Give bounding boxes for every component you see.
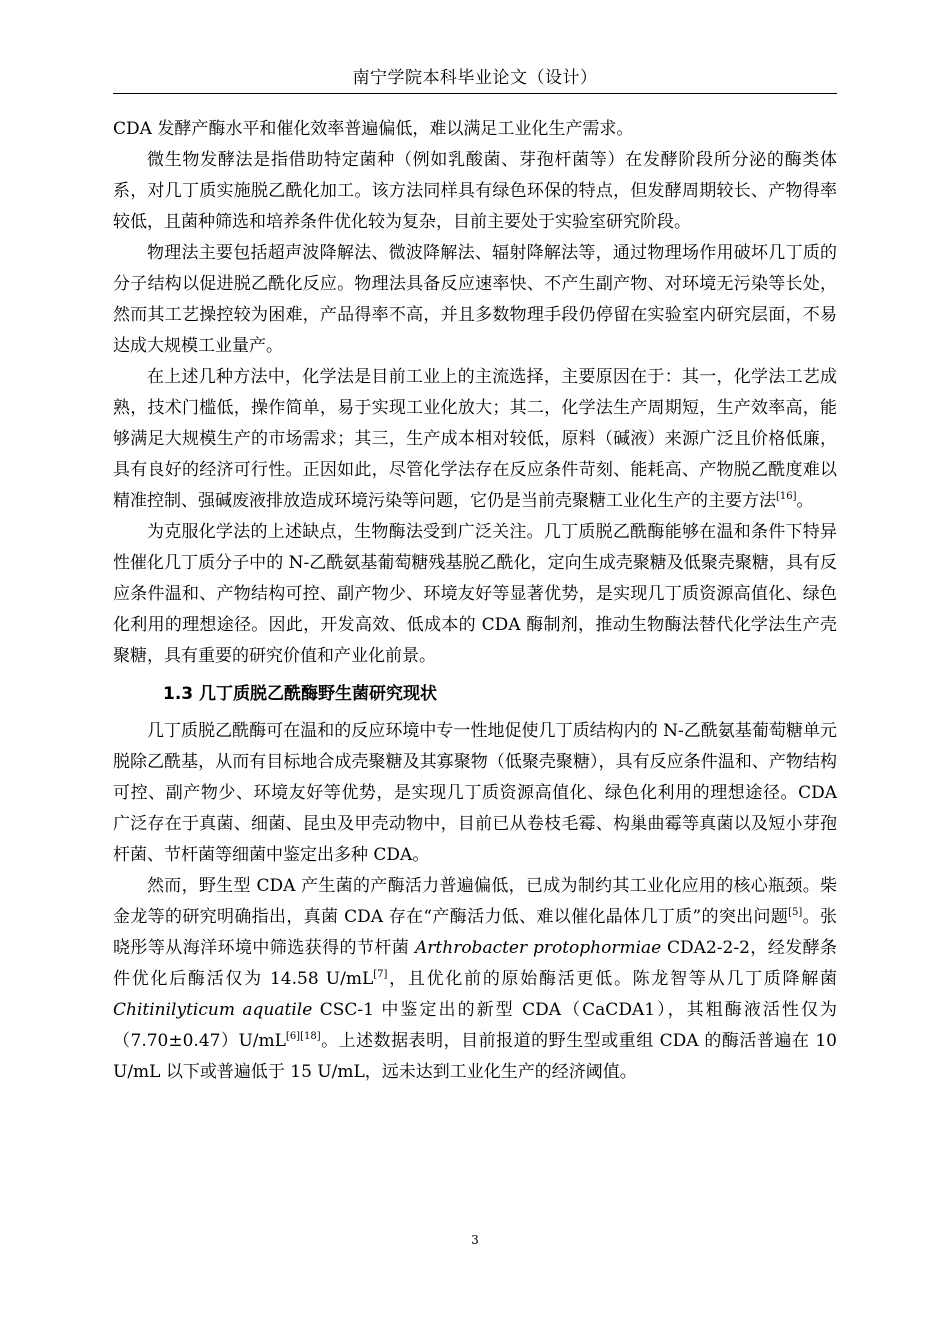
paragraph-wild-type-activity xyxy=(113,871,837,1088)
paragraph-text: 。 xyxy=(796,491,814,511)
paragraph-text: 。张晓彤等从海洋环境中筛选获得的节杆菌 xyxy=(113,907,837,958)
citation: [5] xyxy=(788,907,803,918)
species-name: Arthrobacter protophormiae xyxy=(415,938,662,958)
section-heading: 1.3 几丁质脱乙酰酶野生菌研究现状 xyxy=(163,684,438,704)
paragraph-continued: CDA 发酵产酶水平和催化效率普遍偏低，难以满足工业化生产需求。 xyxy=(113,119,634,139)
paragraph-text: ，且优化前的原始酶活更低。陈龙智等从几丁质降解菌 xyxy=(387,969,837,989)
running-header: 南宁学院本科毕业论文（设计） xyxy=(352,68,598,88)
paragraph-microbial-fermentation: 微生物发酵法是指借助特定菌种（例如乳酸菌、芽孢杆菌等）在发酵阶段所分泌的酶类体系，对几丁质实施脱乙酰化加工。该方法同样具有绿色环保的特点，但发酵周期较长、产物得率较低，且菌种筛选和培养条件优化较为复杂，目前主要处于实验室研究阶段。 xyxy=(113,150,837,232)
page-number: 3 xyxy=(471,1233,479,1247)
paragraph-text: CDA2-2-2，经发酵条件优化后酶活仅为 14.58 U/mL xyxy=(113,938,837,989)
paragraph-text: 在上述几种方法中，化学法是目前工业上的主流选择，主要原因在于：其一，化学法工艺成熟，技术门槛低，操作简单，易于实现工业化放大；其二，化学法生产周期短，生产效率高，能够满足大规模生产的市场需求；其三，生产成本相对较低，原料（碱液）来源广泛且价格低廉，具有良好的经济可行性。正因如此，尽管化学法存在反应条件苛刻、能耗高、产物脱乙酰度难以精准控制、强碱废液排放造成环境污染等问题，它仍是当前壳聚糖工业化生产的主要方法 xyxy=(113,367,837,511)
citation: [6][18] xyxy=(285,1031,321,1042)
species-name: Chitinilyticum aquatile xyxy=(113,1000,313,1020)
header-rule xyxy=(113,93,837,94)
paragraph-cda-overview: 几丁质脱乙酰酶可在温和的反应环境中专一性地促使几丁质结构内的 N-乙酰氨基葡萄糖单元脱除乙酰基，从而有目标地合成壳聚糖及其寡聚物（低聚壳聚糖），具有反应条件温和、产物结构可控、副产物少、环境友好等优势，是实现几丁质资源高值化、绿色化利用的理想途径。CDA 广泛存在于真菌、细菌、昆虫及甲壳动物中，目前已从卷枝毛霉、构巢曲霉等真菌以及短小芽孢杆菌、节杆菌等细菌中鉴定出多种 CDA。 xyxy=(113,721,837,865)
paragraph-physical-method: 物理法主要包括超声波降解法、微波降解法、辐射降解法等，通过物理场作用破坏几丁质的分子结构以促进脱乙酰化反应。物理法具备反应速率快、不产生副产物、对环境无污染等长处，然而其工艺操控较为困难，产品得率不高，并且多数物理手段仍停留在实验室内研究层面，不易达成大规模工业量产。 xyxy=(113,243,837,356)
paragraph-text: 。上述数据表明，目前报道的野生型或重组 CDA 的酶活普遍在 10 U/mL 以下或普遍低于 15 U/mL，远未达到工业化生产的经济阈值。 xyxy=(113,1031,837,1082)
body-text xyxy=(113,114,837,1088)
citation: [7] xyxy=(373,969,388,980)
paragraph-text: CSC-1 中鉴定出的新型 CDA（CaCDA1），其粗酶液活性仅为（7.70±0.47）U/mL xyxy=(113,1000,837,1051)
paragraph-enzymatic-method: 为克服化学法的上述缺点，生物酶法受到广泛关注。几丁质脱乙酰酶能够在温和条件下特异性催化几丁质分子中的 N-乙酰氨基葡萄糖残基脱乙酰化，定向生成壳聚糖及低聚壳聚糖，具有反应条件温和、产物结构可控、副产物少、环境友好等显著优势，是实现几丁质资源高值化、绿色化利用的理想途径。因此，开发高效、低成本的 CDA 酶制剂，推动生物酶法替代化学法生产壳聚糖，具有重要的研究价值和产业化前景。 xyxy=(113,522,837,666)
paragraph-chemical-method xyxy=(113,362,837,517)
citation: [16] xyxy=(776,491,797,502)
paragraph-text: 然而，野生型 CDA 产生菌的产酶活力普遍偏低，已成为制约其工业化应用的核心瓶颈。柴金龙等的研究明确指出，真菌 CDA 存在“产酶活力低、难以催化晶体几丁质”的突出问题 xyxy=(113,876,837,927)
